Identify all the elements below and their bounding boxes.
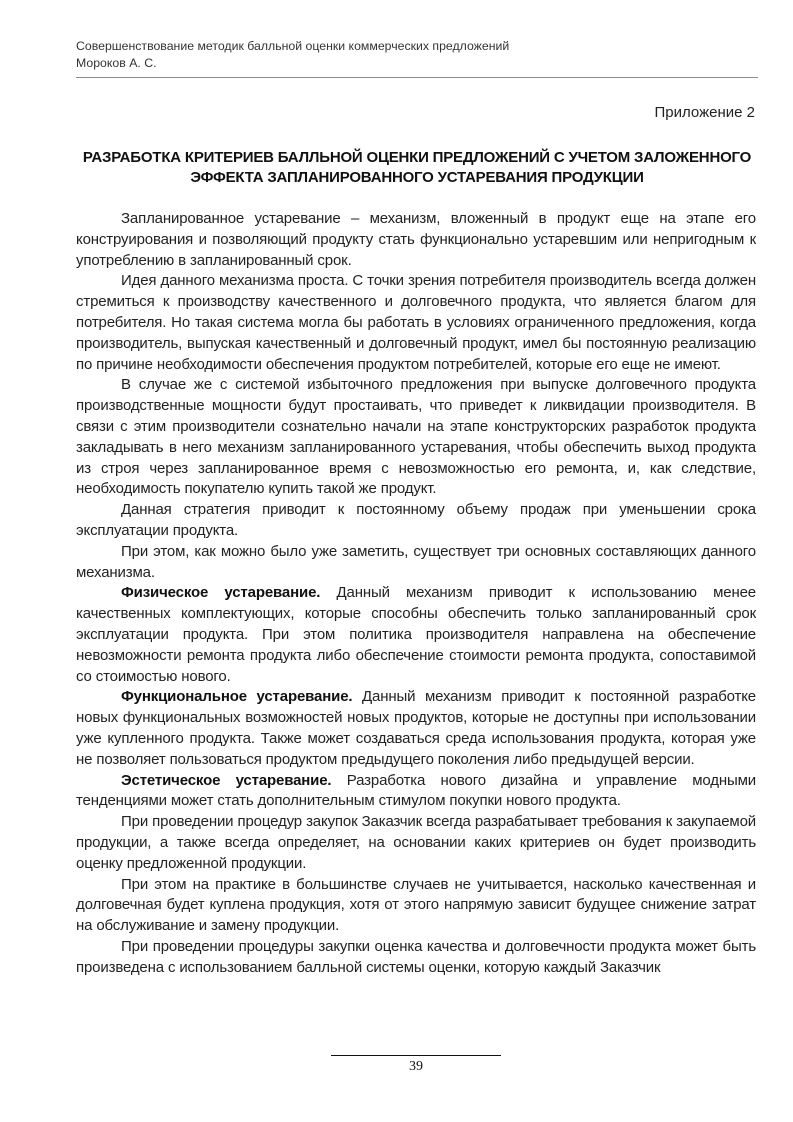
paragraph [76,271,756,375]
paragraph-aesthetic-obsolescence [76,771,756,813]
paragraph-functional-obsolescence [76,687,756,770]
paragraph [76,812,756,874]
paragraph-text: При этом на практике в большинстве случаев не учитывается, насколько качественная и долговечная будет куплена продукция, хотя от этого напрямую зависит будущее снижение затрат на обслуживание и замену продукции. [76,875,756,935]
paragraph [76,209,756,271]
section-title [76,148,758,188]
paragraph-lead: Физическое устаревание. [121,584,321,602]
paragraph-text: Данная стратегия приводит к постоянному объему продаж при уменьшении срока эксплуатации продукта. [76,501,756,539]
paragraph-text: Запланированное устаревание – механизм, вложенный в продукт еще на этапе его конструирования и позволяющий продукту стать функционально устаревшим или непригодным к употреблению в запланированный срок. [76,210,756,269]
paragraph-text: При проведении процедуры закупки оценка качества и долговечности продукта может быть произведена с использованием балльной системы оценки, которую каждый Заказчик [76,937,756,976]
body-text [76,209,756,978]
paragraph-text: Данный механизм приводит к использованию менее качественных комплектующих, которые способны обеспечить только запланированный срок эксплуатации продукта. При этом политика производителя направлена на обеспечение невозможности ремонта продукта либо обеспечение стоимости ремонта продукта, сопоставимой со стоимостью нового. [76,584,756,685]
paragraph-text: При проведении процедур закупок Заказчик всегда разрабатывает требования к закупаемой продукции, а также всегда определяет, на основании каких критериев он будет производить оценку предложенной продукции. [76,813,756,872]
paragraph-lead: Эстетическое устаревание. [121,771,332,789]
header-divider [76,77,758,78]
running-header [76,38,758,72]
header-author: Мороков А. С. [76,56,157,70]
paragraph-text: Разработка нового дизайна и управление модными тенденциями может стать дополнительным стимулом покупки нового продукта. [76,771,756,810]
footer-divider [331,1055,501,1056]
paragraph-text: В случае же с системой избыточного предложения при выпуске долговечного продукта производственные мощности будут простаивать, что приведет к ликвидации производителя. В связи с этим производители сознательно начали на этапе конструкторских разработок продукта закладывать в него механизм запланированного устаревания, чтобы обеспечить выход продукта из строя через запланированное время с невозможностью его ремонта, и, как следствие, необходимость покупателю купить такой же продукт. [76,376,756,498]
section-title-line-2: ЭФФЕКТА ЗАПЛАНИРОВАННОГО УСТАРЕВАНИЯ ПРОДУКЦИИ [190,169,644,186]
paragraph-physical-obsolescence [76,583,756,687]
paragraph [76,875,756,937]
section-title-line-1: РАЗРАБОТКА КРИТЕРИЕВ БАЛЛЬНОЙ ОЦЕНКИ ПРЕДЛОЖЕНИЙ С УЧЕТОМ ЗАЛОЖЕННОГО [82,149,752,166]
page-number: 39 [409,1059,423,1074]
header-document-title: Совершенствование методик балльной оценки коммерческих предложений [76,39,510,53]
appendix-label: Приложение 2 [654,104,755,121]
paragraph [76,375,756,500]
paragraph [76,542,756,584]
paragraph-text: При этом, как можно было уже заметить, существует три основных составляющих данного механизма. [76,542,756,581]
paragraph-text: Данный механизм приводит к постоянной разработке новых функциональных возможностей новых продуктов, которые не доступны при использовании уже купленного продукта. Также может создаваться среда использования продукта, которая уже не позволяет пользоваться продуктом предыдущего поколения либо предыдущей версии. [76,688,756,768]
paragraph-lead: Функциональное устаревание. [121,688,353,706]
paragraph [76,500,756,542]
paragraph [76,937,756,979]
paragraph-text: Идея данного механизма проста. С точки зрения потребителя производитель всегда должен стремиться к производству качественного и долговечного продукта, что является благом для потребителя. Но такая система могла бы работать в условиях ограниченного предложения, когда производитель, выпуская качественный и долговечный продукт, имел бы постоянную реализацию по причине необходимости обеспечения продуктом потребителей, которые его еще не имеют. [76,272,756,373]
